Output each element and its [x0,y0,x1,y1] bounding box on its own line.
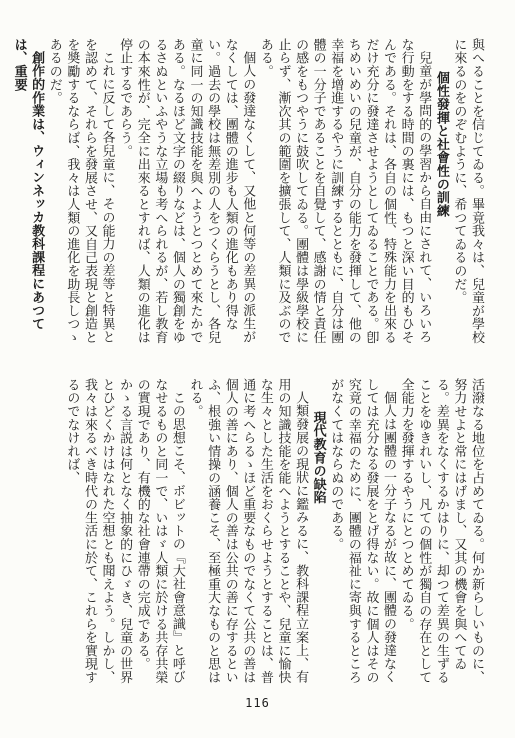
paragraph: かゝる言説は何となく抽象的にひゞき、兒童の世界とひどくかけはなれた空想とも聞えよう。しかし、我々は來るべき時代の生活に於て、これらを實現するのでなければ、 [64,378,133,684]
paragraph-continued: 活潑なる地位を占めてゐる。何か新らしいものに、努力せよと常にはげまし、又其の機會を與へてゐる。差異をなくするかはりに、却つて差異の生ずることをゆきれいし、凡ての個性が獨自の存在として全能力を發揮するやうにとつとめてゐる。 [398,378,484,684]
paragraph: 創作的作業は、ウィンネッカ教科課程にあつては、重要 [11,38,45,331]
paragraph: 人類發展の現狀に鑑みるに、教科課程立案上、有用の知識技能を能へようとすることや、兒童に愉快な生々とした生活をおくらせようとすることは、普通に考へらるゝほど重要なものでなくて公共の善は個人の善にあり、個人の善は公共の善に存するといふ、根強い情操の涵養こそ、至極重大なものと思はれる。 [187,378,309,684]
paragraph: 個人の發達なくして、又他と何等の差異の派生がなくしては、團體の進步も人類の進化もあり得ない。過去の學校は無差別の人をつくらうとし、各兒童に同一の知識技能を與へようとつとめて來たかである。なるほど文字の綴りなどは、個人の獨創をゆるさぬといふやうな立場も考へられるが、若し教育の本來性が、完全に出來るとすれば、人類の進化は停止するであらう。 [117,38,256,344]
section-heading-modern-education: 現代教育の缺陷 [310,410,326,504]
page-number: 116 [245,696,270,710]
paragraph: この思想こそ、ボビットの『大社會意識』と呼びなせるものと同一で、いはゞ人類に於ける共存共榮の實現であり、有機的な社會連帶の完成である。 [134,378,185,684]
paragraph: 個人は團體の一分子なるが故に、團體の發達なくしては充分なる發展をとげ得ない。故に個人はその究竟の幸福のために、團體の福祉に寄與するところがなくてはならぬのである。 [328,378,397,684]
paragraph: これに反して各兒童に、その能力の差等と特異とを認めて、それらを發展させ、又自己表現と創造とを奬勵するならば、我々は人類の進化を助長しつゝあるのだ。 [46,38,115,344]
paragraph: 兒童が學問的の學習から自由にされて、いろいろな行動をする時間の裏には、もつと深い目的もひそんである。それは、各自の個性、特殊能力を出來るだけ充分に發達させようとしてゐることである。卽ちめいめいの兒童が、自分の能力を發揮して、他の幸福を增進するやうに訓練するとともに、自分は團體の一分子であることを自覺して、感謝の情と責任の感をもつやうに鼓吹してゐる。團體は學級學校に止らず、漸次其の範圍を擴張して、人類に及ぶのである。 [257,38,432,344]
paragraph-continued: 與へることを信じてゐる。畢竟我々は、兒童が學校に來るのをのぞむように、希つてゐるのだ。 [451,38,484,344]
section-heading-individuality: 個性發揮と社會性の訓練 [433,70,449,217]
lower-text-block [63,378,485,685]
upper-text-block [10,38,485,345]
